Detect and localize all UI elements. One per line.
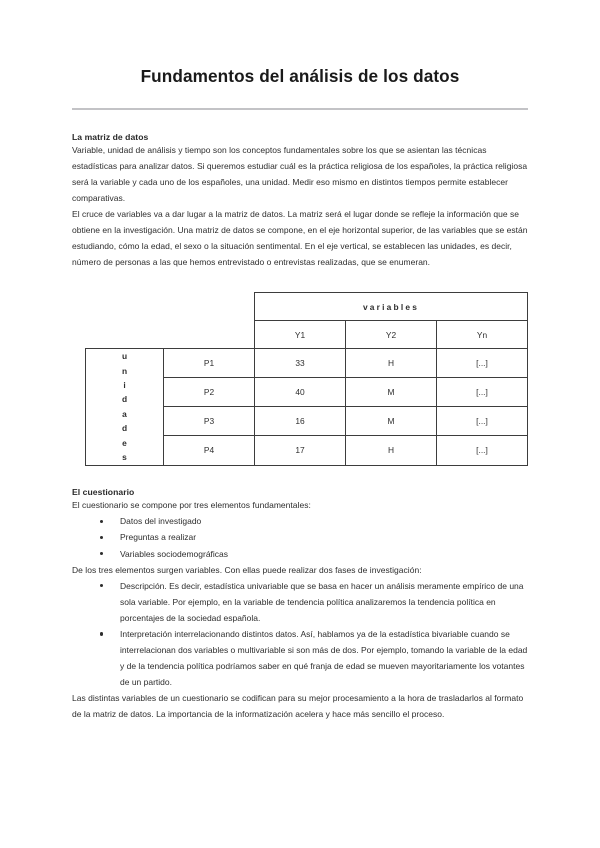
cell-p3-y1: 16 xyxy=(255,407,346,436)
unidades-letter-i: i xyxy=(123,380,126,391)
cell-p2-yn: [...] xyxy=(437,378,528,407)
column-group-header-variables: variables xyxy=(255,293,528,321)
cell-p1-yn: [...] xyxy=(437,349,528,378)
cell-p3-y2: M xyxy=(346,407,437,436)
unidades-letter-a: a xyxy=(122,408,127,419)
paragraph-fases-intro: De los tres elementos surgen variables. Con ellas puede realizar dos fases de investigación: xyxy=(72,564,422,575)
table-corner-blank-4 xyxy=(164,321,255,349)
list-fases-investigacion xyxy=(72,578,528,691)
paragraph-closing: Las distintas variables de un cuestionario se codifican para su mejor procesamiento a la hora de trasladarlos al formato de la matriz de datos. La importancia de la informatización acelera y hace más sencillo el proceso. xyxy=(72,693,524,720)
cell-p2-y2: M xyxy=(346,378,437,407)
row-label-p2: P2 xyxy=(164,378,255,407)
cell-p4-yn: [...] xyxy=(437,436,528,465)
section-heading-matriz: La matriz de datos xyxy=(72,131,149,142)
row-label-p1: P1 xyxy=(164,349,255,378)
document-content xyxy=(72,0,528,723)
section-heading-cuestionario: El cuestionario xyxy=(72,487,135,498)
column-header-y1: Y1 xyxy=(255,321,346,349)
table-corner-blank-3 xyxy=(86,321,164,349)
paragraph-matriz-1: Variable, unidad de análisis y tiempo son los conceptos fundamentales sobre los que se asientan las técnicas estadísticas para analizar datos. Si queremos estudiar cuál es la práctica religiosa de los españoles, la práctica religiosa será la variable y cada uno de los españoles, una unidad. Medir eso mismo en distintos tiempos permite establecer comparativas. xyxy=(72,144,528,203)
title-divider xyxy=(72,108,528,110)
column-header-y2: Y2 xyxy=(346,321,437,349)
column-header-yn: Yn xyxy=(437,321,528,349)
table-corner-blank-1 xyxy=(86,293,164,321)
cell-p1-y1: 33 xyxy=(255,349,346,378)
cell-p4-y2: H xyxy=(346,436,437,465)
list-item: Datos del investigado xyxy=(72,513,528,529)
cell-p1-y2: H xyxy=(346,349,437,378)
list-item: Descripción. Es decir, estadística univariable que se basa en hacer un análisis meramente empírico de una sola variable. Por ejemplo, en la variable de tendencia política analizaremos la tendencia política en porcentajes de la sociedad española. xyxy=(72,578,528,626)
row-label-p4: P4 xyxy=(164,436,255,465)
list-item: Preguntas a realizar xyxy=(72,529,528,545)
table-corner-blank-2 xyxy=(164,293,255,321)
list-item: Variables sociodemográficas xyxy=(72,546,528,562)
cell-p4-y1: 17 xyxy=(255,436,346,465)
table-header-row-variables xyxy=(86,293,528,321)
paragraph-cuestionario-intro: El cuestionario se compone por tres elementos fundamentales: xyxy=(72,500,311,511)
unidades-letter-d1: d xyxy=(121,394,128,405)
paragraph-matriz-2: El cruce de variables va a dar lugar a la matriz de datos. La matriz será el lugar donde se refleje la información que se obtiene en la investigación. Una matriz de datos se compone, en el eje horizontal superior, de las variables que se están estudiando, cómo la edad, el sexo o la situación sentimental. En el eje vertical, se establecen las unidades, es decir, número de personas a las que hemos entrevistado o entrevistas realizadas, que se enumeran. xyxy=(72,208,528,268)
unidades-letter-s: s xyxy=(122,452,127,463)
matrix-data-table xyxy=(85,292,528,465)
cell-p2-y1: 40 xyxy=(255,378,346,407)
table-row xyxy=(86,349,528,378)
unidades-letter-e: e xyxy=(122,437,127,448)
row-axis-label-unidades xyxy=(86,349,164,465)
matrix-table-container xyxy=(72,290,528,463)
cell-p3-yn: [...] xyxy=(437,407,528,436)
row-label-p3: P3 xyxy=(164,407,255,436)
list-item: Interpretación interrelacionando distintos datos. Así, hablamos ya de la estadística bivariable cuando se interrelacionan dos variables o multivariable si son más de dos. Por ejemplo, tomando la variable de la edad y de la tendencia política podríamos saber en qué franja de edad se mueven mayoritariamente los votantes de un partido. xyxy=(72,626,528,690)
unidades-letter-n: n xyxy=(121,365,128,376)
page-title: Fundamentos del análisis de los datos xyxy=(140,66,460,86)
unidades-letter-u: u xyxy=(121,351,128,362)
table-header-row-columns xyxy=(86,321,528,349)
unidades-letter-d2: d xyxy=(121,423,128,434)
list-elementos-fundamentales xyxy=(72,513,528,561)
